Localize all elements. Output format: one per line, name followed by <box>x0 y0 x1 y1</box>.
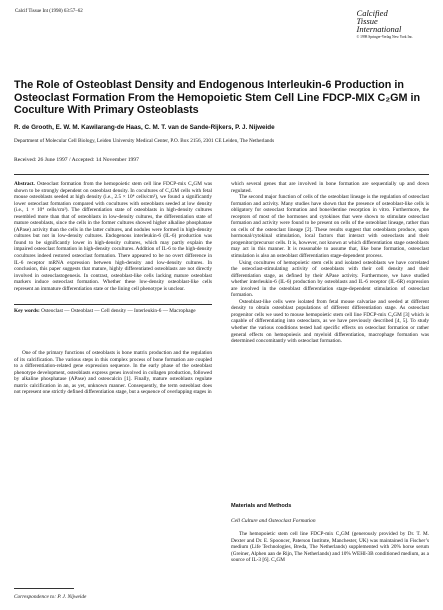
left-column-body <box>14 350 212 396</box>
correspondence: Correspondence to: P. J. Nijweide <box>14 594 87 600</box>
logo-line-1: Calcified <box>356 8 388 18</box>
methods-body <box>231 531 429 564</box>
right-paragraph-1: which several genes that are involved in bone formation are sequentially up and down regulated. <box>231 181 429 194</box>
journal-logo <box>357 9 413 39</box>
authors: R. de Grooth, E. W. M. Kawilarang-de Haas, C. M. T. van de Sande-Rijkers, P. J. Nijweide <box>14 124 275 131</box>
received-accepted-dates: Received: 26 June 1997 / Accepted: 14 November 1997 <box>14 157 139 163</box>
keywords-text: Osteoclast — Osteoblast — Cell density — Interleukin-6 — Macrophage <box>41 308 196 314</box>
intro-paragraph: One of the primary functions of osteoblasts is bone matrix production and the regulation of its calcification. The various steps in this complex process of bone formation are coupled to a differentiation-related gene expression sequence. In the early phase of the osteoblast phenotype development, osteoblasts express genes involved in collagen production, followed by alkaline phosphatase (APase) and osteocalcin [1]. Finally, mature osteoblasts regulate matrix calcification in an, as yet, unknown manner. Consequently, the term osteoblast does not represent one strictly defined differentiation stage, but a sequence of overlapping stages in <box>14 350 212 396</box>
abstract-label: Abstract. <box>14 181 35 187</box>
right-paragraph-3: Using cocultures of hemopoietic stem cells and isolated osteoblasts we have correlated the osteoclast-stimulating activity of osteoblasts with their cell density and their differentiation stage, as defined by their APase activity. Furthermore, we have studied whether interleukin-6 (IL-6) production by osteoblasts and IL-6 receptor (IL-6R) expression are involved in the osteoblast differentiation stage-dependent stimulation of osteoclast formation. <box>231 259 429 299</box>
right-column-body <box>231 181 429 345</box>
journal-citation: Calcif Tissue Int (1998) 63:57–62 <box>15 9 83 14</box>
keywords <box>14 308 212 315</box>
keywords-label: Key words: <box>14 308 40 314</box>
right-paragraph-4: Osteoblast-like cells were isolated from fetal mouse calvariae and seeded at different density to obtain osteoblast populations of different differentiation stage. As osteoclast progenitor cells we used to mouse hemopoietic stem cell line FDCP-mix C₂GM [3] which is capable of differentiating into osteoclasts, as we have previously described [4, 5]. To study whether the various conditions tested had specific effects on osteoclast formation or rather general effects on hemopoiesis and myeloid differentiation, macrophage formation was determined concomitantly with osteoclast formation. <box>231 298 429 345</box>
abstract <box>14 181 212 292</box>
abstract-text: Osteoclast formation from the hemopoietic stem cell line FDCP-mix C₂GM was shown to be strongly dependent on osteoblast density. In cocultures of C₂GM cells with fetal mouse osteoblasts seeded at high density (i.e., 2.5 × 10⁴ cells/cm²), we found a significantly lower osteoclast formation compared with cocultures with osteoblasts seeded at low density (i.e., 1 × 10⁴ cells/cm²). The differentiation state of osteoblasts in high-density cultures resembled more than that of osteoblasts in low-density cultures, the differentiation state of mature osteoblasts, since the cells in the former cultures showed higher alkaline phosphatase (APase) activity than the cells in the latter cultures, and nodules were formed in high-density cultures but not in low-density cultures. Endogenous interleukin-6 (IL-6) production was found to be significantly lower in high-density cultures, which may partly explain the impaired osteoclast formation in high-density cocultures. Addition of IL-6 to the high-density cocultures indeed restored osteoclast formation. There appeared to be no overt difference in IL-6 receptor mRNA expression between high-density and low-density cultures. In conclusion, this paper suggests that mature, highly differentiated osteoblasts are not directly involved in osteoclastogenesis. In contrast, osteoblast-like cells lacking mature osteoblast markers induce osteoclast formation. Whether these low-density osteoblast-like cells represent an immature differentiation state or the lining cell phenotype is unclear. <box>14 181 212 292</box>
copyright: © 1998 Springer-Verlag New York Inc. <box>356 35 413 39</box>
header-divider <box>14 174 429 175</box>
right-paragraph-2: The second major function of cells of the osteoblast lineage is the regulation of osteoclast formation and activity. Many studies have shown that the presence of osteoblast-like cells is obligatory for osteoclast formation and bone/dentine resorption in vitro. Furthermore, the receptors of most of the hormones and cytokines that were shown to stimulate osteoclast formation and activity were found to be present on cells of the osteoblast lineage, rather than on cells of the osteoclast lineage [2]. These results suggest that osteoblasts produce, upon hormonal/cytokinal stimulation, local factors that interact with osteoclasts and their progenitor/precursor cells. It is, however, not known at which differentiation stage osteoblasts may act in this manner. It is reasonable to assume that, like bone formation, osteoclast stimulation is also an osteoblast differentiation stage-dependent process. <box>231 194 429 260</box>
paper-title: The Role of Osteoblast Density and Endogenous Interleukin-6 Production in Osteoclast Formation From the Hemopoietic Stem Cell Line FDCP-MIX C₂GM in Coculture With Primary Osteoblasts <box>14 79 421 117</box>
section-heading: Materials and Methods <box>231 503 292 509</box>
logo-line-3: International <box>356 24 402 34</box>
methods-paragraph: The hemopoietic stem cell line FDCP-mix C₂GM (generously provided by Dr. T. M. Dexter and Dr. E. Spooncer, Paterson Institute, Manchester, UK) was maintained in Fischer’s medium (Life Technologies, Breda, The Netherlands) supplemented with 20% horse serum (Greiner, Alphen aan de Rijn, The Netherlands) and 10% WEHI-3B conditioned medium, as a source of IL-3 [6]. C₂GM <box>231 531 429 564</box>
subsection-heading: Cell Culture and Osteoclast Formation <box>231 518 316 524</box>
abstract-divider <box>14 304 212 305</box>
footnote-rule <box>14 588 74 589</box>
logo-line-2: Tissue <box>356 16 378 26</box>
affiliation: Department of Molecular Cell Biology, Leiden University Medical Center, P.O. Box 2156, 2301 CE Leiden, The Netherlands <box>14 138 275 144</box>
